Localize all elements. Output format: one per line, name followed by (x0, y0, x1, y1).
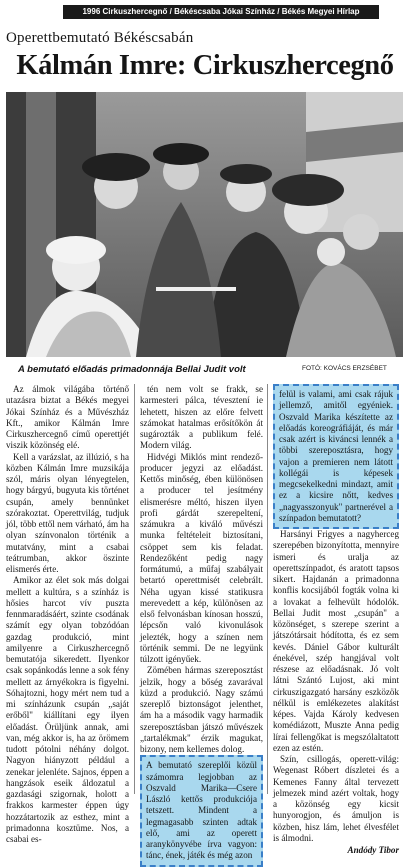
paragraph: tén nem volt se frakk, se karmesteri pálca, tévesztení ie lehetett, hiszen az előre felvett számokat hatalmas erősítőkön át sugározták a publikum felé. Modern világ. (140, 384, 263, 451)
stage-photo-graphic (6, 92, 403, 357)
paragraph: Zömében hármas szereposztást jelzik, hogy a bőség zavarával küzd a produkció. Nagy számú szereplő biztonságot jelenthet, ám ha a második vagy harmadik szereposztásban játszó művészek „tartalékmak" érzik magukat, bizony, nem kellemes dolog. (140, 665, 263, 754)
paragraph: Amikor az élet sok más dolgai mellett a kultúra, s a színház is hősies harcot vív puszta fennmaradásáért, szinte csodának számít egy olyan tobzódóan gazdag produkció, mint amilyenre a Cirkuszhercegnő bemutatója sikeredett. Ilyenkor csak sopánkodás lenne a sok fény mellett az árnyékokra is figyelni. Sóhajtozni, hogy mért nem tud a mi színházunk csupán „saját erőből" kiállítani egy ilyen előadást. Örüljünk annak, ami van, még akkor is, ha az örömem tudott pótolni néhány dolgot. Nagyon hiányzott például a zenekar jelenléte. Sajnos, éppen a hangzások eseik áldozatul a gazdasági szigornak, holott a frakkos karmester éppen úgy hozzátartozik az esthez, mint a primadonna kosztüme. Nos, a csabai es- (6, 575, 129, 844)
column-divider (134, 384, 135, 794)
highlighted-paragraph: A bemutató szereplői közül számomra legjobban az Oszvald Marika—Csere László kettős produkciója tetszett. Mindent a legmagasabb szinten adtak elő, ami az operett aranykönyvébe írva vagyon: tánc, ének, játék és még azon (140, 755, 263, 866)
paragraph: Hidvégi Miklós mint rendező-producer jegyzi az előadást. Kettős minőség, ében különösen a producer tel jesítmény elismerésre méltó, hiszen ilyen profi gárdát szerepeltení, számukra a kiváló művészi munka feltételeit biztosítani, csöppet sem kis feladat. Rendezőként pedig nagy formátumú, a műfaj szabályait betartó operettmisét celebrált. Néha ugyan kissé statikusra merevedett a kép, különösen az első felvonásban kínosan hosszú, lépcsőn való kivonulások jelezték, hogy a színen nem történik semmi. De ne legyünk túlzott igényűek. (140, 451, 263, 664)
author-signature: Andódy Tibor (347, 845, 399, 855)
article-column-3 (273, 384, 399, 856)
article-title: Kálmán Imre: Cirkuszhercegnő (16, 50, 394, 81)
article-column-2 (140, 384, 263, 867)
paragraph: Kell a varázslat, az illúzió, s ha közben Kálmán Imre muzsikája szól, máris olyan lényegtelen, hogy bárgyú, bugyuta kis történet csupán, amely bennünket szórakoztat. Operettvilág, tudjuk jól, több ettől nem várható, ám ha olyan színvonalon történik a mutatvány, mint a csabai teátrumban, akkor öszinte elismerés érte. (6, 451, 129, 574)
newspaper-header-strip: 1996 Cirkuszhercegnő / Békéscsaba Jókai Színház / Békés Megyei Hírlap (63, 5, 379, 19)
photo-caption: A bemutató előadás primadonnája Bellai Judit volt (18, 364, 246, 375)
paragraph: Az álmok világába történő utazásra biztat a Békés megyei Jókai Színház és a Művészház Kft., amikor Kálmán Imre Cirkuszhercegnő című operettjét viszik közönség elé. (6, 384, 129, 451)
highlighted-paragraph: felül is valami, ami csak rájuk jellemző, amitől egyéniek. Oszvald Marika készítette az előadás koreográfiáját, és már csak azért is kiváncsi lennék a többi szereposztásra, hogy vajon a premieren nem látott kollégái is képesek megcsekelkedni mindazt, amit ez a kicsire nőtt, kedves „nagyasszonyuk" partnerével a színpadon bemutatott? (273, 384, 399, 529)
article-column-1 (6, 384, 129, 845)
column-divider (267, 384, 268, 794)
stage-photo (6, 92, 403, 357)
photo-credit: FOTÓ: KOVÁCS ERZSÉBET (302, 365, 387, 372)
paragraph: Szín, csillogás, operett-világ: Wegenast Róbert díszletei és a Kemenes Fanny által tervezett jelmezek mind azért voltak, hogy a közönség egy kicsit hunyorogjon, és ámuljon is közben, hisz lám, lehet élvesfélet is álmodni. (273, 754, 399, 843)
paragraph: Harsányi Frigyes a nagyherceg szerepében bizonyította, mennyire ismeri és uralja az operettszínpadot, és aratott tapsos sikert. Hajdanán a primadonna konflis kocsijából fogták volna ki a lovakat a felhevült hódolók. Bellai Judit most „csupán" a közönséget, s szerepe szerint a játszótársait hódította, és ez sem kevés. Dániel Gábor kulturált énekével, szép hangjával volt részese az előadásnak. Jó volt látni Szántó Lujost, aki mint cirkuszigazgató harsány eszközök nélkül is emlékezetes alakítást képes. Vajda Károly kedvesen komédiázott, Muszte Anna pedig lírai fellengőkat is megszólaltatott ezen az estén. (273, 529, 399, 753)
article-kicker: Operettbemutató Békéscsabán (6, 30, 194, 46)
